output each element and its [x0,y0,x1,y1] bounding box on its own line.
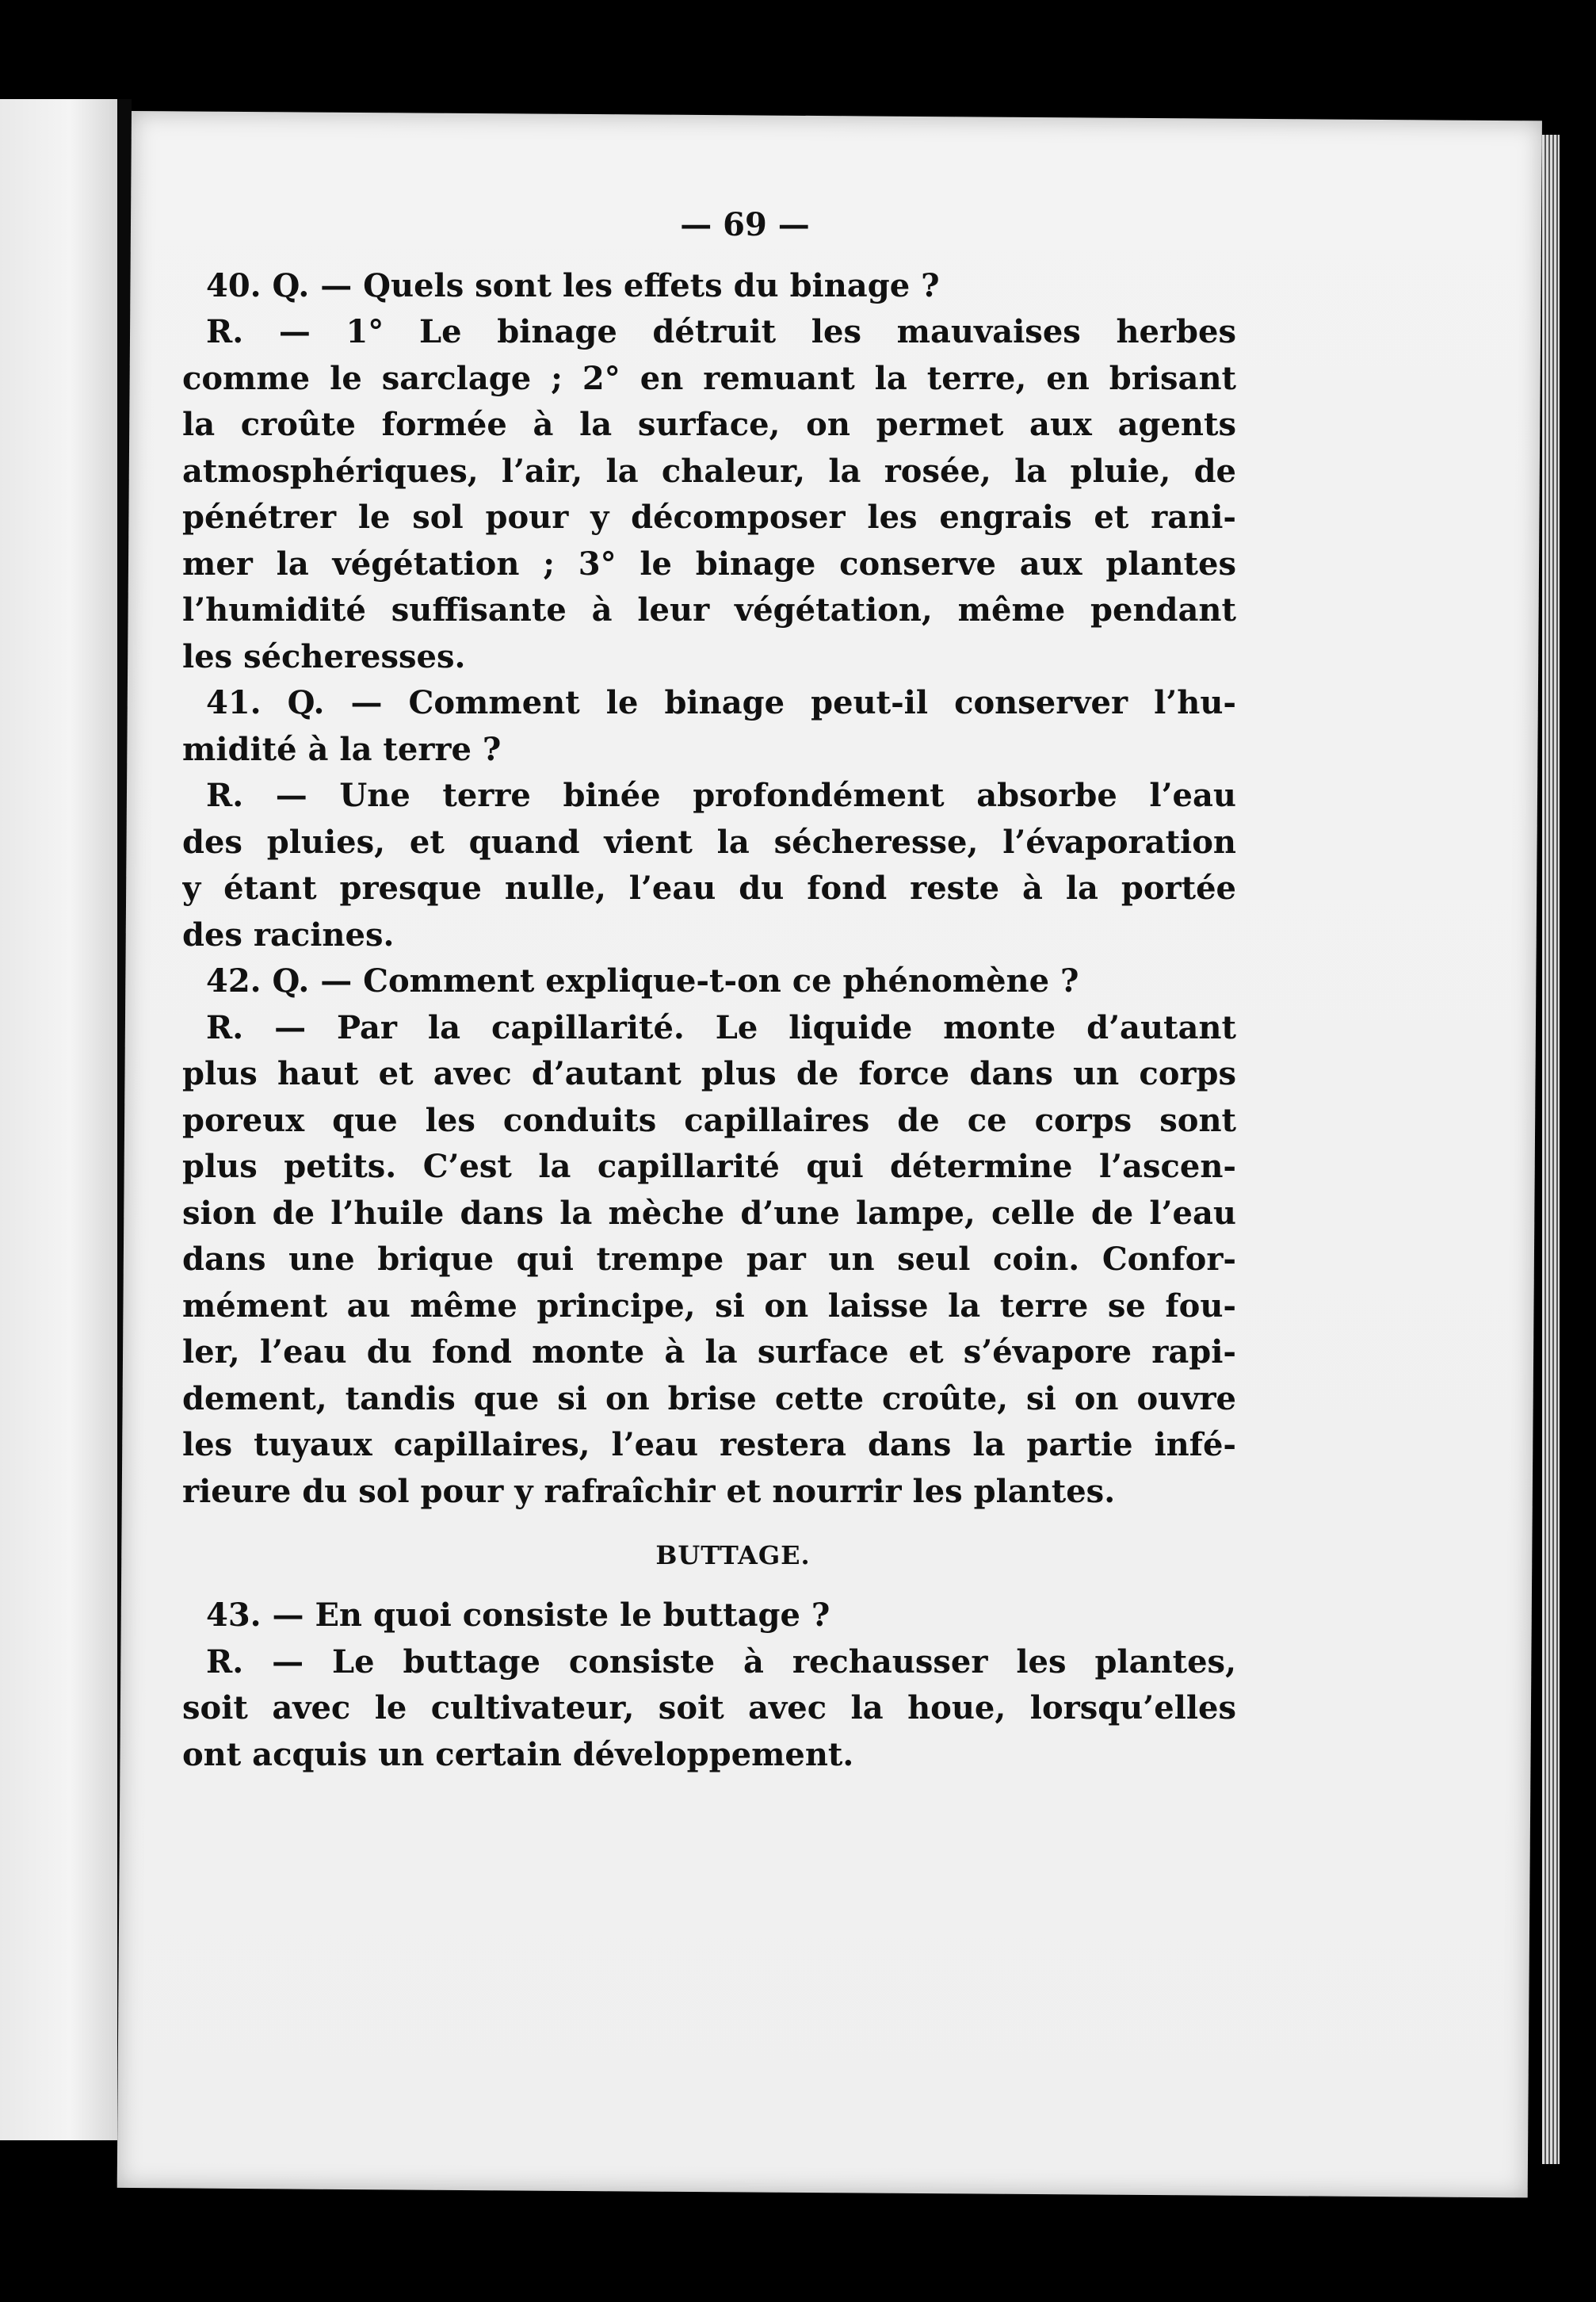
question-43 [182,1593,1236,1778]
question-42 [182,958,1236,1515]
answer-line: R. — Le buttage consiste à rechausser les plantes, [206,1642,1236,1681]
answer-line: atmosphériques, l’air, la chaleur, la rosée, la pluie, de [182,452,1236,490]
section-title: BUTTAGE. [655,1540,811,1570]
answer-line: R. — Par la capillarité. Le liquide monte d’autant [206,1008,1236,1046]
answer-line: des pluies, et quand vient la sécheresse, l’évaporation [182,823,1236,861]
question-line: 43. — En quoi consiste le buttage ? [206,1596,830,1634]
answer-line: comme le sarclage ; 2° en remuant la terre, en brisant [182,359,1236,397]
facing-page-edge [0,99,117,2140]
answer-line: poreux que les conduits capillaires de ce corps sont [182,1101,1236,1139]
question-41 [182,680,1236,958]
page-stack-edge [1542,135,1560,2164]
answer-line: R. — Une terre binée profondément absorbe l’eau [206,777,1236,814]
question-line: 41. Q. — Comment le binage peut-il conserver l’hu- [206,684,1236,721]
page-number: — 69 — [680,206,810,243]
question-line: 40. Q. — Quels sont les effets du binage ? [206,266,940,304]
answer-line: dans une brique qui trempe par un seul coin. Confor- [182,1241,1236,1278]
answer-line: plus petits. C’est la capillarité qui détermine l’ascen- [182,1148,1236,1185]
answer-line: la croûte formée à la surface, on permet aux agents [182,406,1236,443]
answer-line: rieure du sol pour y rafraîchir et nourrir les plantes. [182,1472,1116,1510]
answer-line: R. — 1° Le binage détruit les mauvaises herbes [206,313,1236,350]
answer-line: sion de l’huile dans la mèche d’une lampe, celle de l’eau [182,1194,1236,1232]
question-40 [182,263,1236,681]
answer-line: l’humidité suffisante à leur végétation, même pendant [182,591,1236,629]
answer-line: y étant presque nulle, l’eau du fond reste à la portée [182,870,1236,907]
answer-line: ler, l’eau du fond monte à la surface et s’évapore rapi- [182,1333,1236,1371]
answer-line: mément au même principe, si on laisse la terre se fou- [182,1287,1236,1325]
answer-line: dement, tandis que si on brise cette croûte, si on ouvre [182,1379,1236,1417]
answer-line: les tuyaux capillaires, l’eau restera dans la partie infé- [182,1426,1236,1463]
page-text [182,202,1236,1778]
question-line: midité à la terre ? [182,730,502,768]
question-line: 42. Q. — Comment explique-t-on ce phénomène ? [206,962,1079,1000]
answer-line: soit avec le cultivateur, soit avec la houe, lorsqu’elles [182,1689,1236,1726]
answer-line: ont acquis un certain développement. [182,1735,854,1773]
answer-line: les sécheresses. [182,637,466,675]
answer-line: pénétrer le sol pour y décomposer les engrais et rani- [182,499,1236,536]
answer-line: plus haut et avec d’autant plus de force dans un corps [182,1055,1236,1092]
answer-line: des racines. [182,916,395,954]
answer-line: mer la végétation ; 3° le binage conserve aux plantes [182,545,1236,583]
